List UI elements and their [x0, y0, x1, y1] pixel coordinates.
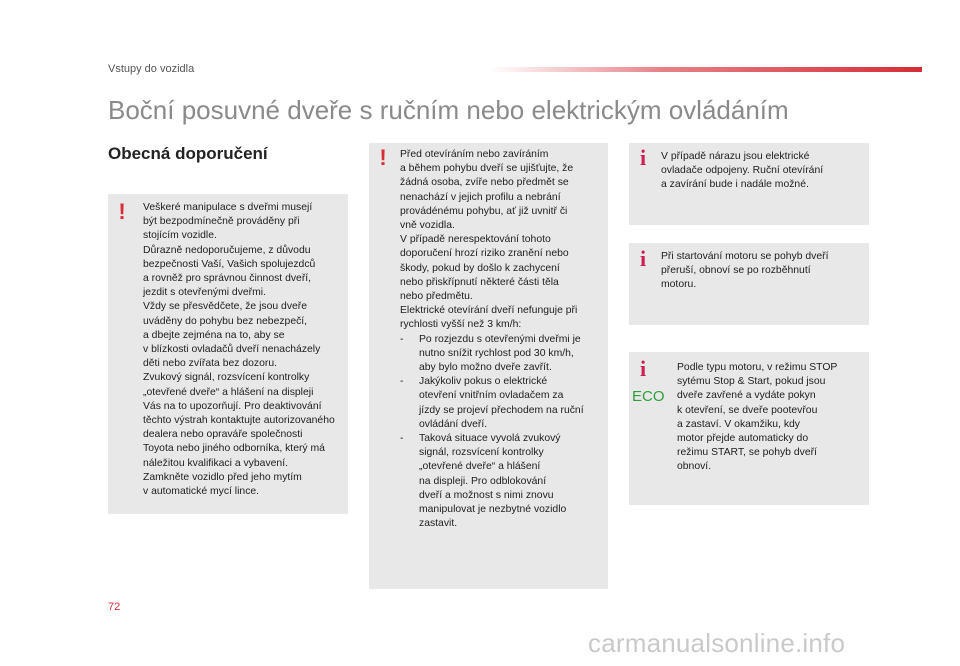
text-line: Před otevíráním nebo zavíráním	[400, 149, 549, 160]
text-line: a rovněž pro správnou činnost dveří,	[143, 273, 312, 285]
text-line: V případě nárazu jsou elektrické	[661, 151, 810, 162]
info-text	[677, 361, 867, 475]
page-number: 72	[108, 601, 121, 613]
text-line: dveře zavřené a vydáte pokyn	[677, 390, 816, 402]
text-line: - Po rozjezdu s otevřenými dveřmi je	[419, 333, 581, 345]
text-line: sytému Stop & Start, pokud jsou	[677, 376, 826, 388]
text-line: doporučení hrozí riziko zranění nebo	[400, 248, 569, 260]
text-line: Při startování motoru se pohyb dveří	[661, 251, 829, 262]
header-accent-bar	[490, 67, 922, 72]
text-line: žádná osoba, zvíře nebo předmět se	[400, 177, 569, 189]
text-line: rychlosti vyšší než 3 km/h:	[400, 319, 522, 331]
info-box-impact	[629, 143, 869, 225]
text-line: režimu START, se pohyb dveří	[677, 447, 817, 459]
section-subheading: Obecná doporučení	[108, 144, 268, 163]
text-line: nebo předmětu.	[400, 291, 473, 303]
text-line: těchto výstrah kontaktujte autorizovaného	[143, 415, 335, 427]
text-line: jízdy se projeví přechodem na ruční	[419, 404, 584, 416]
text-line: Vás na to upozorňují. Pro deaktivování	[143, 400, 322, 412]
text-line: Zamkněte vozidlo před jeho mytím	[143, 471, 302, 483]
text-line: v automatické mycí lince.	[143, 486, 260, 498]
warning-icon: !	[118, 199, 126, 224]
page-title: Boční posuvné dveře s ručním nebo elektrickým ovládáním	[108, 95, 789, 125]
text-line: V případě nerespektování tohoto	[400, 234, 551, 246]
text-line: a během pohybu dveří se ujišťujte, že	[400, 163, 574, 175]
text-line: uváděny do pohybu bez nebezpečí,	[143, 315, 308, 327]
info-icon: i	[639, 145, 647, 170]
text-line: bezpečnosti Vaší, Vašich spolujezdců	[143, 258, 316, 270]
text-line: - Jakýkoliv pokus o elektrické	[419, 376, 548, 388]
text-line: dealera nebo opraváře společnosti	[143, 429, 303, 441]
info-icon: i	[639, 356, 647, 381]
text-line: být bezpodmínečně prováděny při	[143, 216, 300, 228]
text-line: zastavit.	[419, 518, 458, 530]
text-line: Důrazně nedoporučujeme, z důvodu	[143, 244, 311, 256]
text-line: Zvukový signál, rozsvícení kontrolky	[143, 372, 310, 384]
text-line: jezdit s otevřenými dveřmi.	[143, 287, 266, 299]
text-line: manipulovat je nezbytné vozidlo	[419, 504, 567, 516]
text-line: Elektrické otevírání dveří nefunguje při	[400, 305, 578, 317]
warning-box-movement	[369, 143, 608, 589]
text-line: obnoví.	[677, 461, 712, 473]
list-item	[400, 375, 606, 432]
text-line: v blízkosti ovladačů dveří nenacházely	[143, 344, 321, 356]
text-line: Podle typu motoru, v režimu STOP	[677, 362, 838, 373]
text-line: Toyota nebo jiného odborníka, který má	[143, 443, 325, 455]
text-line: škody, pokud by došlo k zachycení	[400, 262, 560, 274]
text-line: motoru.	[661, 279, 697, 291]
text-line: přeruší, obnoví se po rozběhnutí	[661, 265, 811, 277]
text-line: a dbejte zejména na to, aby se	[143, 329, 285, 341]
warning-icon: !	[379, 145, 387, 170]
text-line: náležitou kvalifikaci a vybavení.	[143, 457, 288, 469]
info-icon: i	[639, 246, 647, 271]
info-text	[661, 250, 867, 293]
text-line: ovládání dveří.	[419, 418, 488, 430]
warning-text	[400, 148, 606, 531]
text-line: nutno snížit rychlost pod 30 km/h,	[419, 347, 574, 359]
watermark: carmanualsonline.info	[588, 628, 846, 658]
text-line: - Taková situace vyvolá zvukový	[419, 433, 561, 445]
text-line: ovladače odpojeny. Ruční otevírání	[661, 165, 824, 177]
info-text	[661, 150, 867, 193]
text-line: „otevřené dveře“ a hlášení	[419, 461, 541, 473]
text-line: otevření vnitřním ovladačem za	[419, 390, 564, 402]
text-line: nenachází v jejich profilu a nebrání	[400, 191, 561, 203]
text-line: Vždy se přesvědčete, že jsou dveře	[143, 301, 308, 313]
list-item	[400, 432, 606, 531]
text-line: Veškeré manipulace s dveřmi musejí	[143, 202, 313, 213]
section-header: Vstupy do vozidla	[108, 63, 195, 75]
warning-text	[143, 201, 346, 499]
text-line: stojícím vozidle.	[143, 230, 217, 242]
text-line: provádénému pohybu, ať již uvnitř či	[400, 205, 568, 217]
text-line: motor přejde automaticky do	[677, 433, 809, 445]
warning-box-general	[108, 194, 348, 514]
text-line: nebo přiskřípnutí některé části těla	[400, 276, 559, 288]
text-line: signál, rozsvícení kontrolky	[419, 447, 544, 459]
eco-icon: ECO	[632, 388, 665, 405]
text-line: k otevření, se dveře pootevřou	[677, 404, 818, 416]
text-line: aby bylo možno dveře zavřít.	[419, 362, 552, 374]
text-line: dveří a možnost s nimi znovu	[419, 489, 554, 501]
text-line: děti nebo zvířata bez dozoru.	[143, 358, 278, 370]
list-item	[400, 333, 606, 376]
text-line: a zastaví. V okamžiku, kdy	[677, 418, 801, 430]
text-line: „otevřené dveře“ a hlášení na displeji	[143, 386, 314, 398]
info-box-engine-start	[629, 243, 869, 325]
info-box-stop-start	[629, 352, 869, 505]
dash-list	[400, 333, 606, 532]
text-line: a zavírání bude i nadále možné.	[661, 179, 809, 191]
text-line: vně vozidla.	[400, 220, 455, 232]
text-line: na displeji. Pro odblokování	[419, 475, 547, 487]
